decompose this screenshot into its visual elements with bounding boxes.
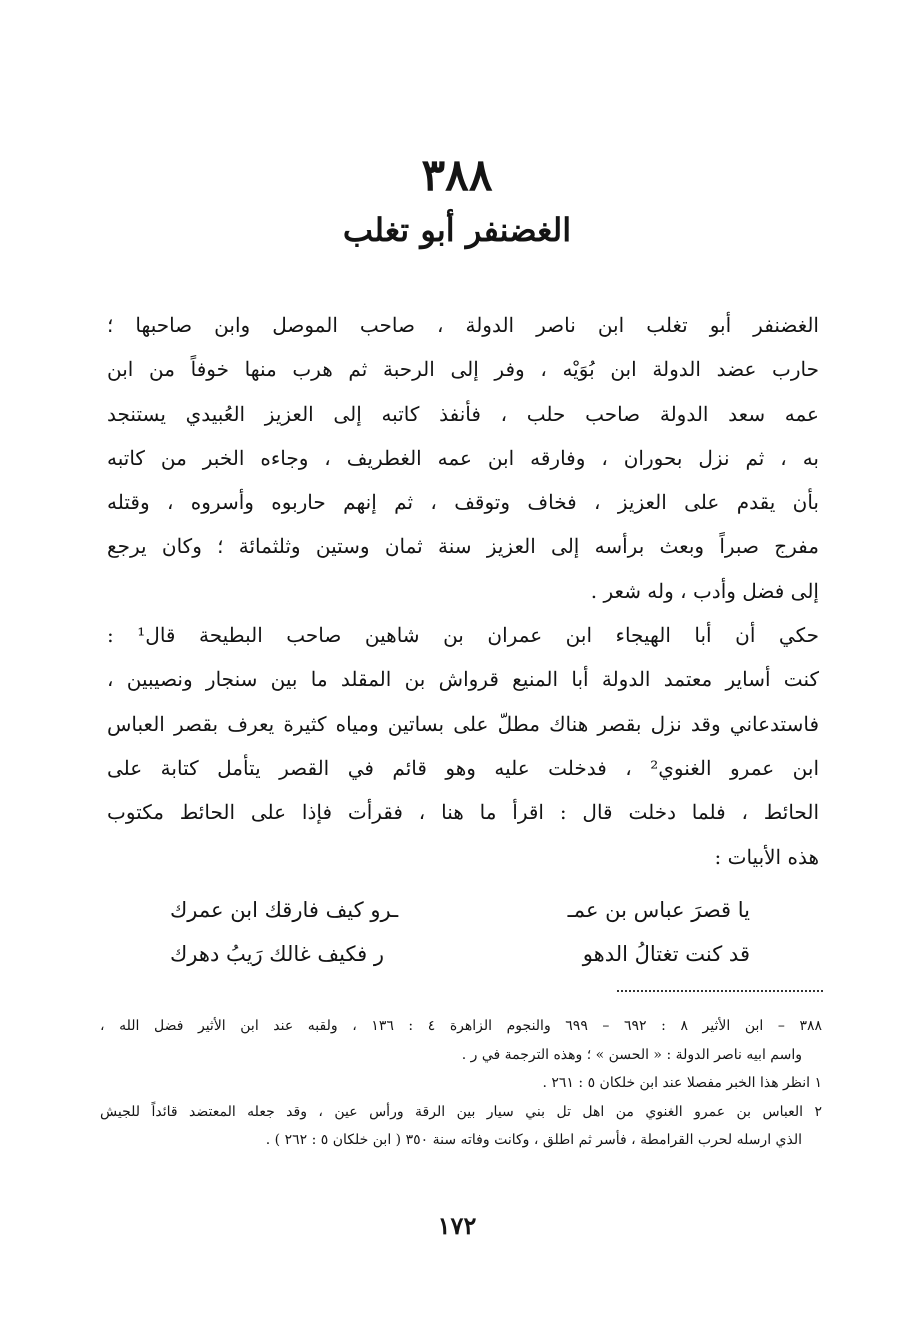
poem — [170, 888, 750, 976]
poem-first-hemistich: يا قصرَ عباس بن عمـ — [567, 898, 750, 922]
poem-verse — [170, 932, 750, 976]
text-line: بأن يقدم على العزيز ، فخاف وتوقف ، ثم إنهم حاربوه وأسروه ، وقتله — [107, 490, 819, 515]
poem-first-hemistich: قد كنت تغتالُ الدهو — [582, 942, 750, 966]
poem-second-hemistich: ر فكيف غالك رَيبُ دهرك — [170, 942, 384, 966]
text-line: إلى فضل وأدب ، وله شعر . — [590, 578, 819, 603]
text-line: حكي أن أبا الهيجاء ابن عمران بن شاهين صاحب البطيحة قال¹ : — [107, 623, 819, 648]
page-number: ١٧٢ — [437, 1211, 477, 1240]
poem-second-hemistich: ـرو كيف فارقك ابن عمرك — [170, 898, 399, 922]
footnote-separator — [617, 990, 823, 992]
footnote-line: الذي ارسله لحرب القرامطة ، فأسر ثم اطلق ، وكانت وفاته سنة ٣٥٠ ( ابن خلكان ٥ : ٢٦٢ ) . — [265, 1132, 802, 1148]
footnote-line: ٣٨٨ – ابن الأثير ٨ : ٦٩٢ – ٦٩٩ والنجوم الزاهرة ٤ : ١٣٦ ، ولقبه عند ابن الأثير فضل الله ، — [100, 1018, 822, 1034]
footnotes — [100, 1012, 822, 1155]
entry-title: الغضنفر أبو تغلب — [342, 211, 572, 249]
text-line: عمه سعد الدولة صاحب حلب ، فأنفذ كاتبه إلى العزيز العُبيدي يستنجد — [107, 401, 819, 426]
text-line: ابن عمرو الغنوي² ، فدخلت عليه وهو قائم في القصر يتأمل كتابة على — [107, 755, 820, 780]
entry-number: ٣٨٨ — [421, 150, 493, 201]
biography-text — [107, 303, 819, 879]
text-line: هذه الأبيات : — [714, 844, 819, 869]
text-line: كنت أساير معتمد الدولة أبا المنيع قرواش بن المقلد ما بين سنجار ونصيبين ، — [107, 667, 819, 692]
text-line: به ، ثم نزل بحوران ، وفارقه ابن عمه الغطريف ، وجاءه الخبر من كاتبه — [107, 445, 819, 470]
text-line: مفرج صبراً وبعث برأسه إلى العزيز سنة ثمان وستين وثلثمائة ؛ وكان يرجع — [107, 534, 819, 559]
text-line: فاستدعاني وقد نزل بقصر هناك مطلّ على بساتين ومياه كثيرة يعرف بقصر العباس — [107, 711, 819, 736]
footnote-line: واسم ابيه ناصر الدولة : « الحسن » ؛ وهذه الترجمة في ر . — [461, 1046, 802, 1063]
text-line: الحائط ، فلما دخلت قال : اقرأ ما هنا ، فقرأت فإذا على الحائط مكتوب — [107, 800, 819, 825]
text-line: الغضنفر أبو تغلب ابن ناصر الدولة ، صاحب الموصل وابن صاحبها ؛ — [107, 313, 819, 337]
footnote-line: ٢ العباس بن عمرو الغنوي من اهل تل بني سيار بين الرقة ورأس عين ، وقد جعله المعتضد قائداً للجيش — [100, 1103, 823, 1120]
text-line: حارب عضد الدولة ابن بُوَيْه ، وفر إلى الرحبة ثم هرب منها خوفاً من ابن — [107, 357, 819, 382]
footnote-line: ١ انظر هذا الخبر مفصلا عند ابن خلكان ٥ : ٢٦١ . — [542, 1075, 822, 1091]
poem-verse — [170, 888, 750, 932]
